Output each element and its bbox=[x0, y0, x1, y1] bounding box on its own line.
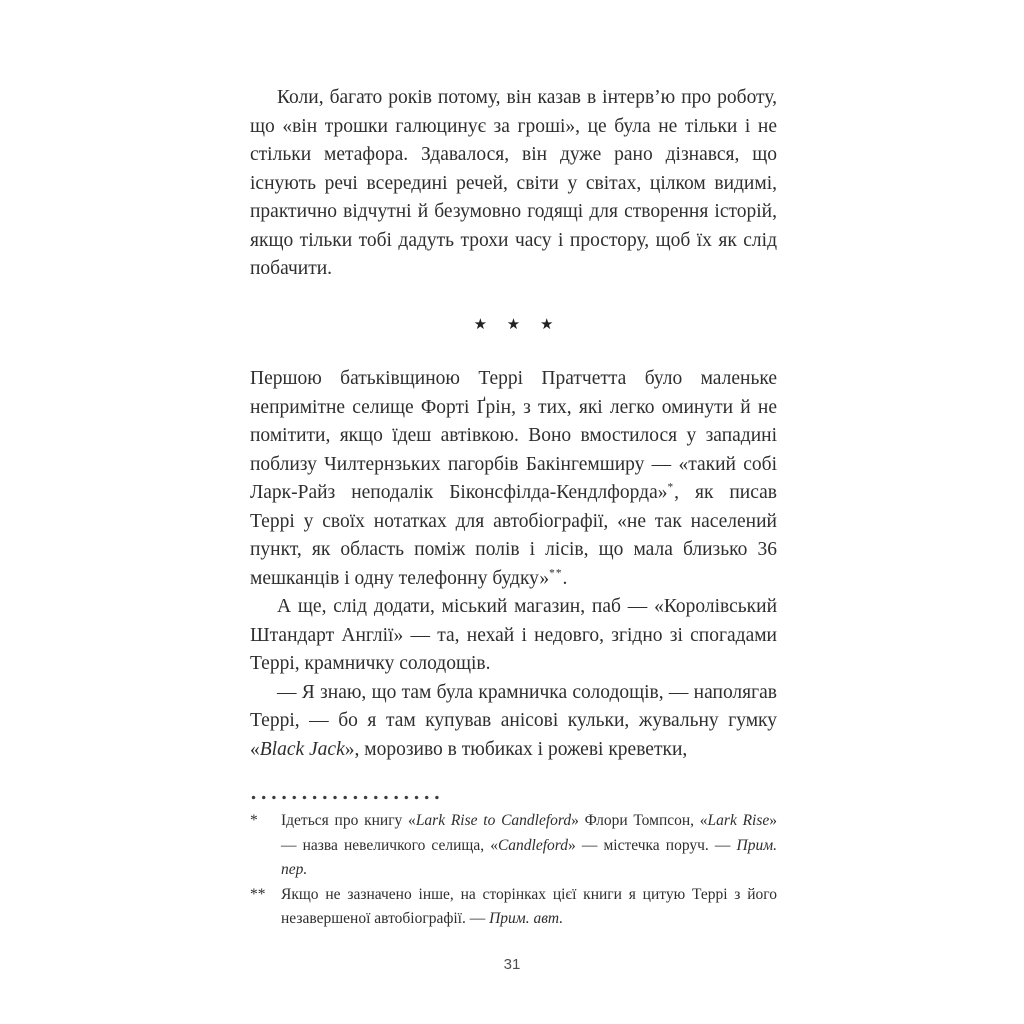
footnote-2 bbox=[250, 883, 777, 932]
paragraph-text: », морозиво в тюбиках і рожеві креветки, bbox=[344, 738, 688, 760]
italic-title: Lark Rise bbox=[707, 812, 770, 829]
italic-title: Lark Rise to Candleford bbox=[415, 812, 572, 829]
footnote-1-text bbox=[281, 809, 777, 883]
translator-note-label: Прим. пер. bbox=[281, 836, 777, 878]
footnote-2-marker: ** bbox=[250, 885, 266, 903]
footnote-text-segment: Якщо не зазначено інше, на сторінках цієї книги я цитую Террі з його незавершеної автобіографії. — bbox=[281, 885, 777, 927]
section-break-stars: ★ ★ ★ bbox=[473, 316, 562, 333]
paragraph-terry-quote bbox=[250, 679, 777, 765]
paragraph-text: — Я знаю, що там була крамничка солодощів, — наполягав Террі, — бо я там купував анісові кульки, жувальну гумку « bbox=[250, 681, 777, 760]
footnote-text-segment: » — назва невеличкого селища, « bbox=[281, 812, 778, 854]
paragraph-birthplace bbox=[250, 365, 777, 593]
paragraph-text: Першою батьківщиною Террі Пратчетта було маленьке непримітне селище Форті Ґрін, з тих, які легко оминути й не помітити, якщо їдеш автівкою. Воно вмостилося у западині поблизу Чилтернзьких пагорбів Бакінгемширу — «такий собі Ларк-Райз неподалік Біконсфілда-Кендлфорда» bbox=[250, 368, 777, 503]
paragraph-text: . bbox=[562, 567, 568, 589]
page-number: 31 bbox=[503, 956, 521, 973]
paragraph-intro: Коли, багато років потому, він казав в інтерв’ю про роботу, що «він трошки галюцинує за гроші», це була не тільки і не стільки метафора. Здавалося, він дуже рано дізнався, що існують речі всередині речей, світи у світах, цілком видимі, практично відчутні й безумовно годящі для створення історій, якщо тільки тобі дадуть трохи часу і простору, щоб їх як слід побачити. bbox=[250, 87, 777, 279]
footnotes-section bbox=[250, 795, 777, 932]
footnote-2-text bbox=[281, 883, 777, 932]
paragraph-text: , як писав Террі у своїх нотатках для автобіографії, «не так населений пункт, як область поміж полів і лісів, що мала близько 36 мешканців і одну телефонну будку» bbox=[250, 482, 777, 589]
footnote-text-segment: » — містечка поруч. — bbox=[568, 836, 737, 854]
footnote-ref-1: * bbox=[667, 481, 675, 494]
footnote-1-marker: * bbox=[250, 812, 258, 829]
paragraph-village-shops: А ще, слід додати, міський магазин, паб — «Королівський Штандарт Англії» — та, нехай і недовго, згідно зі спогадами Террі, крамничку солодощів. bbox=[250, 596, 777, 674]
italic-title: Candleford bbox=[497, 836, 568, 854]
footnote-ref-2: ** bbox=[549, 567, 563, 579]
footnote-1 bbox=[250, 809, 777, 883]
footnote-separator-dots bbox=[251, 795, 444, 800]
footnote-text-segment: Ідеться про книгу « bbox=[281, 812, 416, 829]
author-note-label: Прим. авт. bbox=[489, 910, 564, 927]
footnote-text-segment: » Флори Томпсон, « bbox=[571, 812, 708, 829]
italic-title: Black Jack bbox=[259, 738, 345, 760]
page-body bbox=[250, 84, 777, 764]
